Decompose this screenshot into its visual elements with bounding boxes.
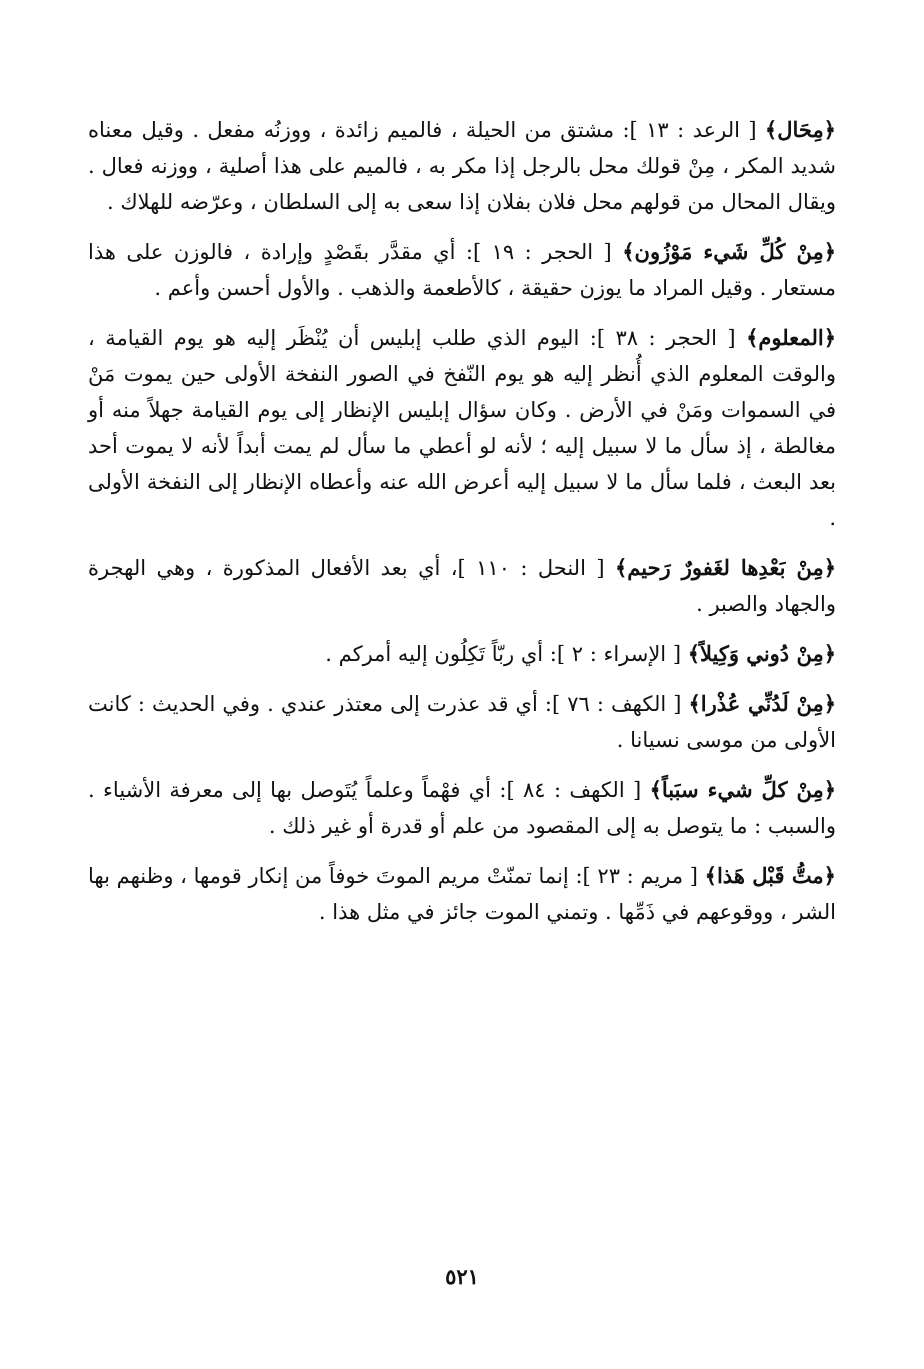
- quranic-term: ﴿مِنْ بَعْدِها لغَفورٌ رَحيم﴾: [614, 555, 836, 580]
- surah-reference: [ الكهف : ٨٤ ]: [506, 778, 650, 802]
- entry-explanation: ، أي بعد الأفعال المذكورة ، وهي الهجرة والجهاد والصبر .: [88, 556, 836, 616]
- entry-mawzun: [88, 234, 836, 306]
- entry-wakila: [88, 636, 836, 672]
- surah-reference: [ النحل : ١١٠ ]: [457, 556, 615, 580]
- entry-malum: [88, 320, 836, 536]
- entry-udhra: [88, 686, 836, 758]
- entry-sababa: [88, 772, 836, 844]
- entry-paragraph: [88, 772, 836, 844]
- entry-paragraph: [88, 320, 836, 536]
- surah-reference: [ مريم : ٢٣ ]: [582, 864, 705, 888]
- entry-paragraph: [88, 112, 836, 220]
- surah-reference: [ الحجر : ٣٨ ]: [596, 326, 747, 350]
- entry-paragraph: [88, 636, 836, 672]
- quranic-term: ﴿مِنْ كلِّ شيء سبَباً﴾: [649, 777, 836, 802]
- surah-reference: [ الكهف : ٧٦ ]: [551, 692, 689, 716]
- entry-explanation: : أي فهْماً وعلماً يُتَوصل بها إلى معرفة الأشياء . والسبب : ما يتوصل به إلى المقصود من علم أو قدرة أو غير ذلك .: [88, 778, 836, 838]
- entry-explanation: : إنما تمنّتْ مريم الموتَ خوفاً من إنكار قومها ، وظنهم بها الشر ، ووقوعهم في ذَمِّها . وتمني الموت جائز في مثل هذا .: [88, 864, 836, 924]
- surah-reference: [ الحجر : ١٩ ]: [472, 240, 623, 264]
- entry-mittu: [88, 858, 836, 930]
- entry-paragraph: [88, 550, 836, 622]
- surah-reference: [ الإسراء : ٢ ]: [556, 642, 688, 666]
- quranic-term: ﴿مِنْ لَدُنِّي عُذْرا﴾: [688, 691, 836, 716]
- entry-paragraph: [88, 234, 836, 306]
- entry-explanation: : أي قد عذرت إلى معتذر عندي . وفي الحديث : كانت الأولى من موسى نسيانا .: [88, 692, 836, 752]
- entry-explanation: : أي مقدَّر بقَصْدٍ وإرادة ، فالوزن على هذا مستعار . وقيل المراد ما يوزن حقيقة ، كالأطعمة والذهب . والأول أحسن وأعم .: [88, 240, 836, 300]
- quranic-term: ﴿مِنْ دُوني وَكِيلاً﴾: [687, 641, 836, 666]
- entry-min-badiha: [88, 550, 836, 622]
- entry-explanation: : اليوم الذي طلب إبليس أن يُنْظَر إليه هو يوم القيامة ، والوقت المعلوم الذي أُنظر إليه هو يوم النّفخ في الصور النفخة الأولى حين يموت مَنْ في السموات ومَنْ في الأرض . وكان سؤال إبليس الإنظار إلى يوم القيامة جهلاً منه أو مغالطة ، إذ سأل ما لا سبيل إليه ؛ لأنه لو أعطي ما سأل لم يمت أبداً لأنه لا يموت أحد بعد البعث ، فلما سأل ما لا سبيل إليه أعرض الله عنه وأعطاه الإنظار إلى النفخة الأولى .: [88, 326, 836, 530]
- page-number: ٥٢١: [445, 1264, 479, 1289]
- entry-explanation: : أي ربّاً تَكِلُون إليه أمركم .: [325, 642, 557, 666]
- entry-explanation: : مشتق من الحيلة ، فالميم زائدة ، ووزنُه مفعل . وقيل معناه شديد المكر ، مِنْ قولك محل بالرجل إذا مكر به ، فالميم على هذا أصلية ، ووزنه فعال . ويقال المحال من قولهم محل فلان بفلان إذا سعى به إلى السلطان ، وعرّضه للهلاك .: [88, 118, 836, 214]
- quranic-term: ﴿مِنْ كُلِّ شَيء مَوْزُون﴾: [622, 239, 837, 264]
- entry-paragraph: [88, 686, 836, 758]
- entry-mihal: [88, 112, 836, 220]
- quranic-term: ﴿المعلوم﴾: [746, 325, 836, 350]
- surah-reference: [ الرعد : ١٣ ]: [629, 118, 765, 142]
- entry-paragraph: [88, 858, 836, 930]
- quranic-term: ﴿مِحَال﴾: [764, 117, 836, 142]
- quranic-term: ﴿متُّ قَبْل هَذا﴾: [704, 863, 836, 888]
